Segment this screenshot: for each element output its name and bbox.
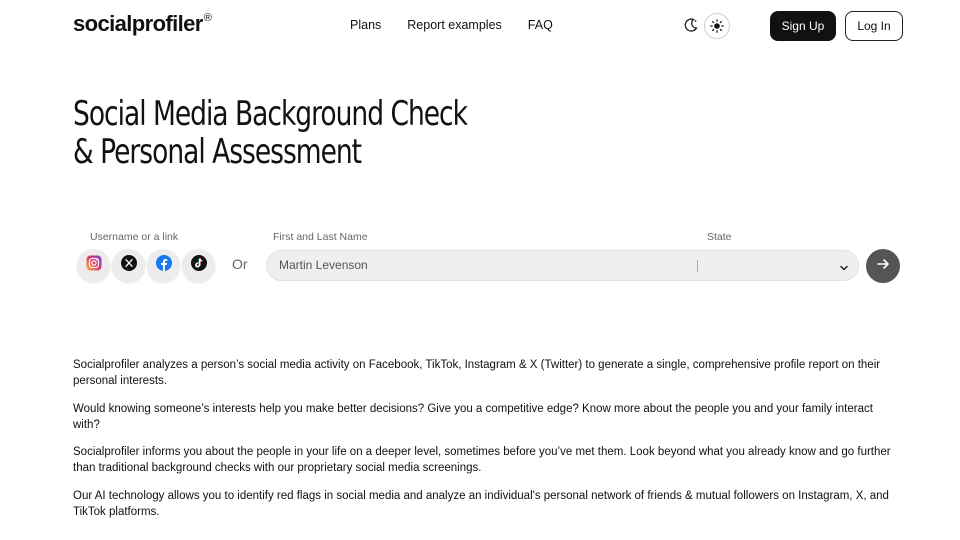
username-label: Username or a link bbox=[90, 231, 179, 243]
intro-paragraph-1: Socialprofiler analyzes a person’s social media activity on Facebook, TikTok, Instagram & X (Twitter) to generate a single, comprehensive profile report on their personal interests. bbox=[73, 359, 881, 387]
intro-paragraph-4: Our AI technology allows you to identify red flags in social media and analyze an individual's personal network of friends & mutual followers on Instagram, X, and TikTok platforms. bbox=[73, 490, 889, 518]
search-bar bbox=[266, 250, 859, 281]
log-in-button[interactable]: Log In bbox=[845, 11, 903, 41]
name-label: First and Last Name bbox=[273, 231, 368, 243]
x-icon bbox=[121, 255, 137, 276]
nav-report-examples[interactable]: Report examples bbox=[407, 18, 502, 32]
state-label: State bbox=[707, 231, 732, 243]
field-divider bbox=[697, 260, 698, 272]
page-title-line-1: Social Media Background Check bbox=[73, 94, 467, 134]
page-title-line-2: & Personal Assessment bbox=[73, 132, 362, 172]
x-button[interactable] bbox=[112, 249, 145, 282]
tiktok-button[interactable] bbox=[182, 249, 215, 282]
registered-mark: ® bbox=[203, 11, 212, 24]
logo[interactable] bbox=[73, 11, 211, 37]
chevron-down-icon bbox=[839, 260, 849, 278]
arrow-right-icon bbox=[875, 256, 891, 277]
page-title bbox=[73, 95, 467, 171]
state-select[interactable] bbox=[707, 251, 857, 280]
instagram-icon bbox=[86, 255, 102, 276]
logo-text: socialprofiler bbox=[73, 11, 203, 36]
moon-icon[interactable] bbox=[683, 17, 699, 33]
intro-paragraph-3: Socialprofiler informs you about the people in your life on a deeper level, sometimes before you’ve met them. Look beyond what you already know and go further than traditional background checks with our proprietary social media screenings. bbox=[73, 446, 891, 474]
intro-paragraph-2: Would knowing someone’s interests help you make better decisions? Give you a competitive edge? Know more about the people you and your family interact with? bbox=[73, 403, 873, 431]
or-separator: Or bbox=[232, 256, 248, 272]
main-nav bbox=[350, 18, 553, 32]
facebook-button[interactable] bbox=[147, 249, 180, 282]
search-submit-button[interactable] bbox=[866, 249, 900, 283]
nav-faq[interactable]: FAQ bbox=[527, 18, 553, 32]
sign-up-button[interactable]: Sign Up bbox=[770, 11, 836, 41]
facebook-icon bbox=[156, 255, 172, 276]
instagram-button[interactable] bbox=[77, 249, 110, 282]
tiktok-icon bbox=[191, 255, 207, 276]
sun-icon[interactable] bbox=[704, 13, 730, 39]
full-name-input[interactable]: Martin Levenson bbox=[279, 258, 368, 272]
nav-plans[interactable]: Plans bbox=[350, 18, 382, 32]
